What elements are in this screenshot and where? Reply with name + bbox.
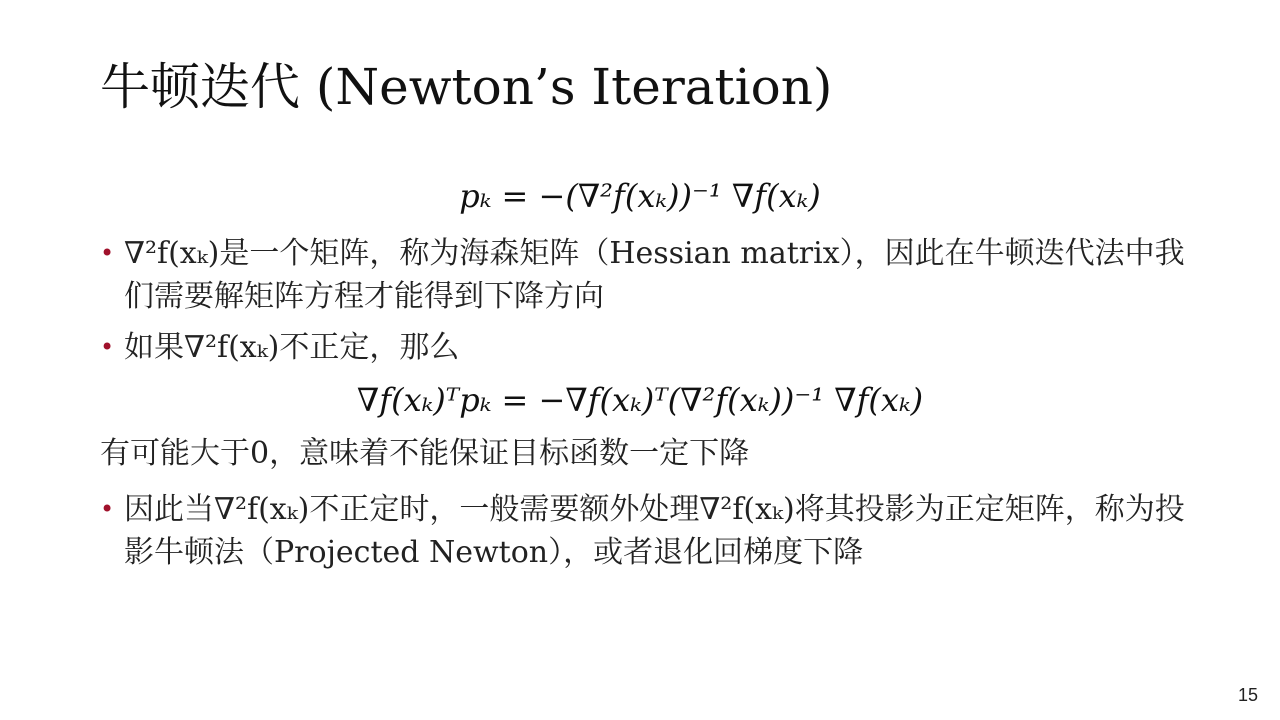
equation-directional-derivative: ∇f(xₖ)ᵀpₖ = −∇f(xₖ)ᵀ(∇²f(xₖ))⁻¹ ∇f(xₖ) xyxy=(356,381,924,419)
bullet-marker: • xyxy=(100,495,115,523)
bullet-text: ∇²f(xₖ)是一个矩阵，称为海森矩阵（Hessian matrix），因此在牛顿迭代法中我们需要解矩阵方程才能得到下降方向 xyxy=(124,236,1185,314)
bullet-projected-newton xyxy=(100,488,1190,574)
bullet-not-positive-definite xyxy=(100,326,1190,369)
slide-title: 牛顿迭代 (Newton’s Iteration) xyxy=(100,58,833,116)
bullet-marker: • xyxy=(100,239,115,267)
equation-newton-direction: pₖ = −(∇²f(xₖ))⁻¹ ∇f(xₖ) xyxy=(459,177,821,215)
plain-statement: 有可能大于0，意味着不能保证目标函数一定下降 xyxy=(100,436,750,471)
page-number: 15 xyxy=(1237,685,1258,705)
bullet-text: 因此当∇²f(xₖ)不正定时，一般需要额外处理∇²f(xₖ)将其投影为正定矩阵，称为投影牛顿法（Projected Newton），或者退化回梯度下降 xyxy=(124,492,1185,570)
bullet-text: 如果∇²f(xₖ)不正定，那么 xyxy=(124,330,460,365)
bullet-hessian xyxy=(100,232,1190,318)
bullet-marker: • xyxy=(100,333,115,361)
